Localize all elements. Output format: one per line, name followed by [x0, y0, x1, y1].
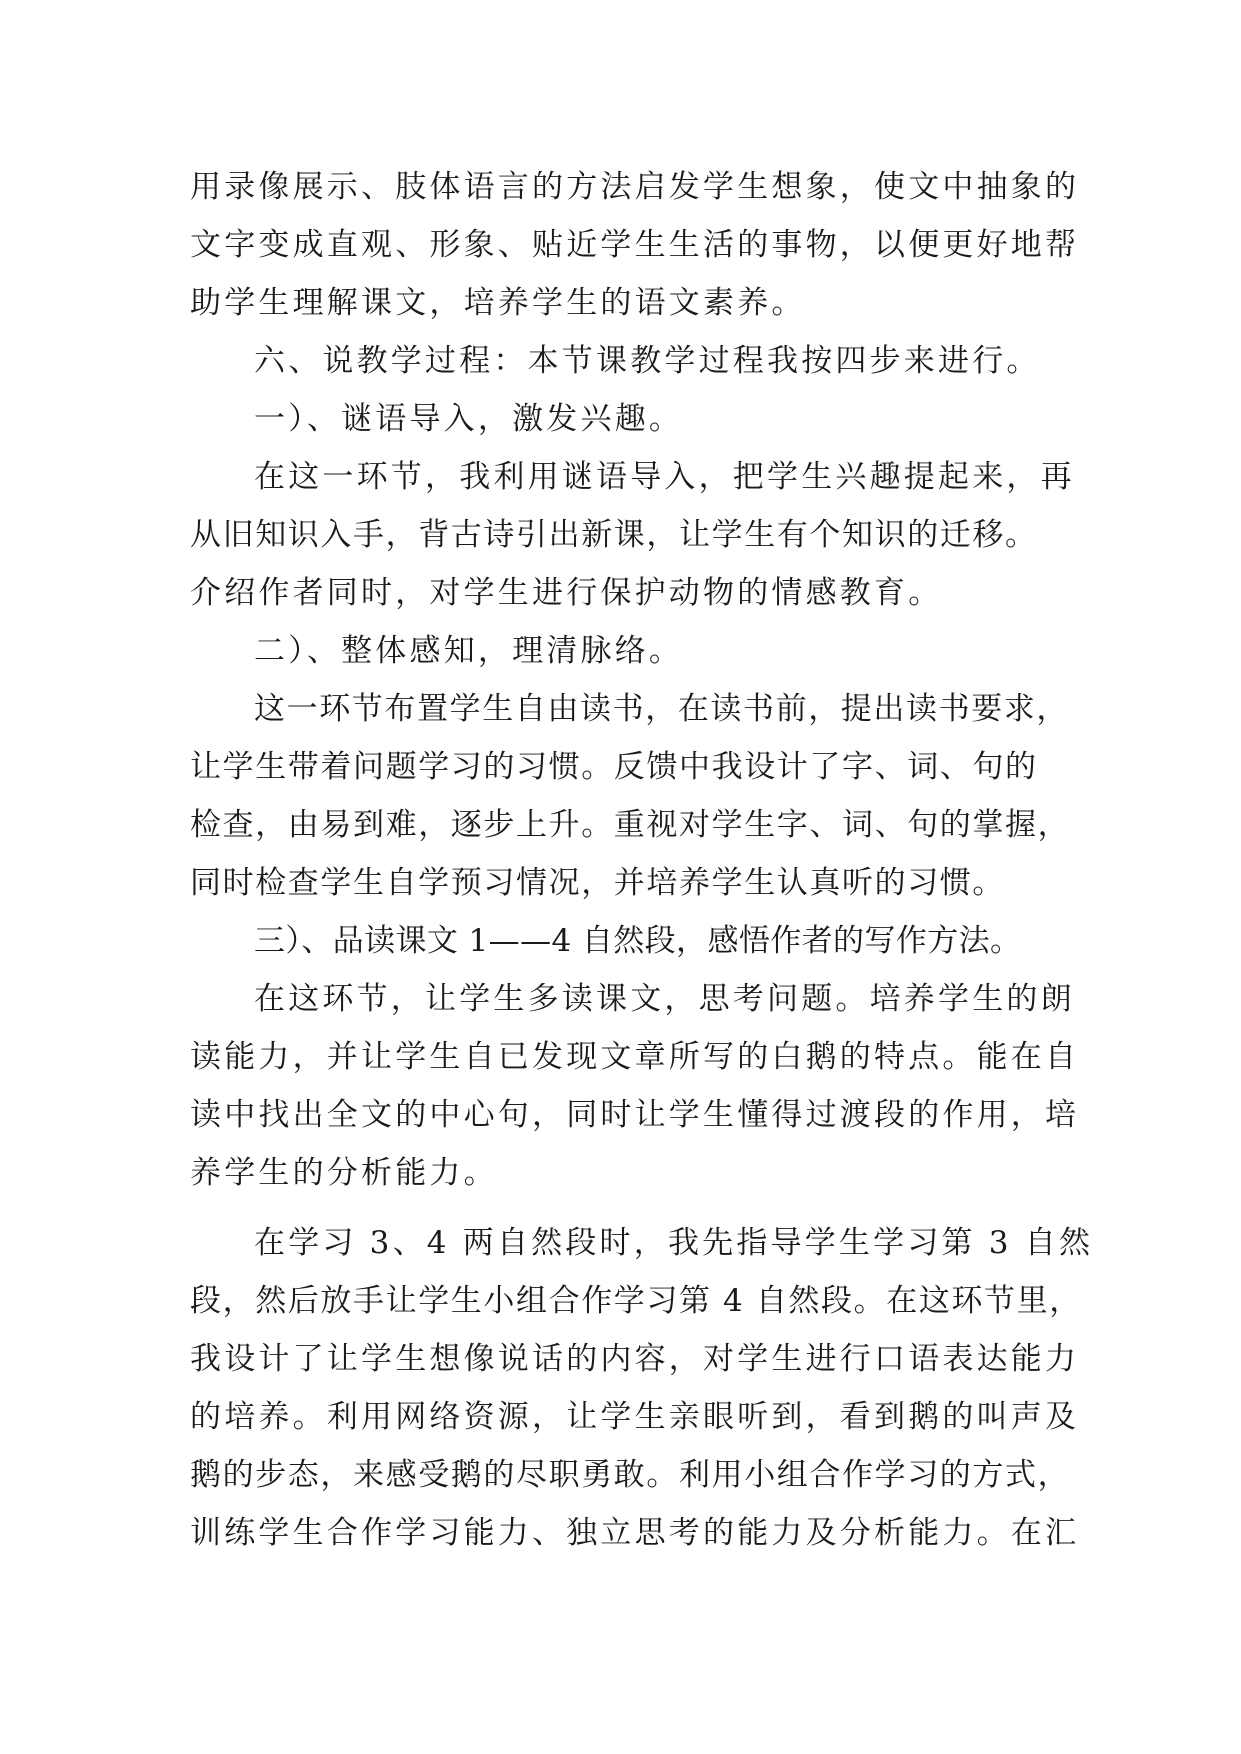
text-line: 用录像展示、肢体语言的方法启发学生想象，使文中抽象的 [190, 169, 1080, 205]
document-body [190, 158, 1094, 1562]
text-line: 这一环节布置学生自由读书，在读书前，提出读书要求， [254, 691, 1069, 727]
text-line: 在这一环节，我利用谜语导入，把学生兴趣提起来，再 [254, 459, 1075, 495]
text-line: 读中找出全文的中心句，同时让学生懂得过渡段的作用，培 [190, 1097, 1080, 1133]
subsection-heading: 一）、谜语导入，激发兴趣。 [254, 401, 684, 437]
text-line: 段，然后放手让学生小组合作学习第 4 自然段。在这环节里， [190, 1283, 1082, 1319]
text-line: 在这环节，让学生多读课文，思考问题。培养学生的朗 [254, 981, 1075, 1017]
text-line: 助学生理解课文，培养学生的语文素养。 [190, 285, 806, 321]
text-line: 在学习 3、4 两自然段时，我先指导学生学习第 3 自然 [254, 1225, 1094, 1261]
text-line: 读能力，并让学生自已发现文章所写的白鹅的特点。能在自 [190, 1039, 1080, 1075]
text-line: 文字变成直观、形象、贴近学生生活的事物，以便更好地帮 [190, 227, 1080, 263]
text-line: 同时检查学生自学预习情况，并培养学生认真听的习惯。 [190, 865, 1005, 901]
text-line: 让学生带着问题学习的习惯。反馈中我设计了字、词、句的 [190, 749, 1038, 785]
text-line: 训练学生合作学习能力、独立思考的能力及分析能力。在汇 [190, 1515, 1080, 1551]
text-line: 检查，由易到难，逐步上升。重视对学生字、词、句的掌握， [190, 807, 1071, 843]
text-line: 养学生的分析能力。 [190, 1155, 498, 1191]
text-line: 我设计了让学生想像说话的内容，对学生进行口语表达能力 [190, 1341, 1080, 1377]
section-heading: 六、说教学过程：本节课教学过程我按四步来进行。 [254, 343, 1041, 379]
subsection-heading: 三）、品读课文 1——4 自然段，感悟作者的写作方法。 [254, 923, 1022, 959]
subsection-heading: 二）、整体感知，理清脉络。 [254, 633, 684, 669]
text-line: 介绍作者同时，对学生进行保护动物的情感教育。 [190, 575, 943, 611]
text-line: 的培养。利用网络资源，让学生亲眼听到，看到鹅的叫声及 [190, 1399, 1080, 1435]
text-line: 鹅的步态，来感受鹅的尽职勇敢。利用小组合作学习的方式， [190, 1457, 1071, 1493]
text-line: 从旧知识入手，背古诗引出新课，让学生有个知识的迁移。 [190, 517, 1038, 553]
